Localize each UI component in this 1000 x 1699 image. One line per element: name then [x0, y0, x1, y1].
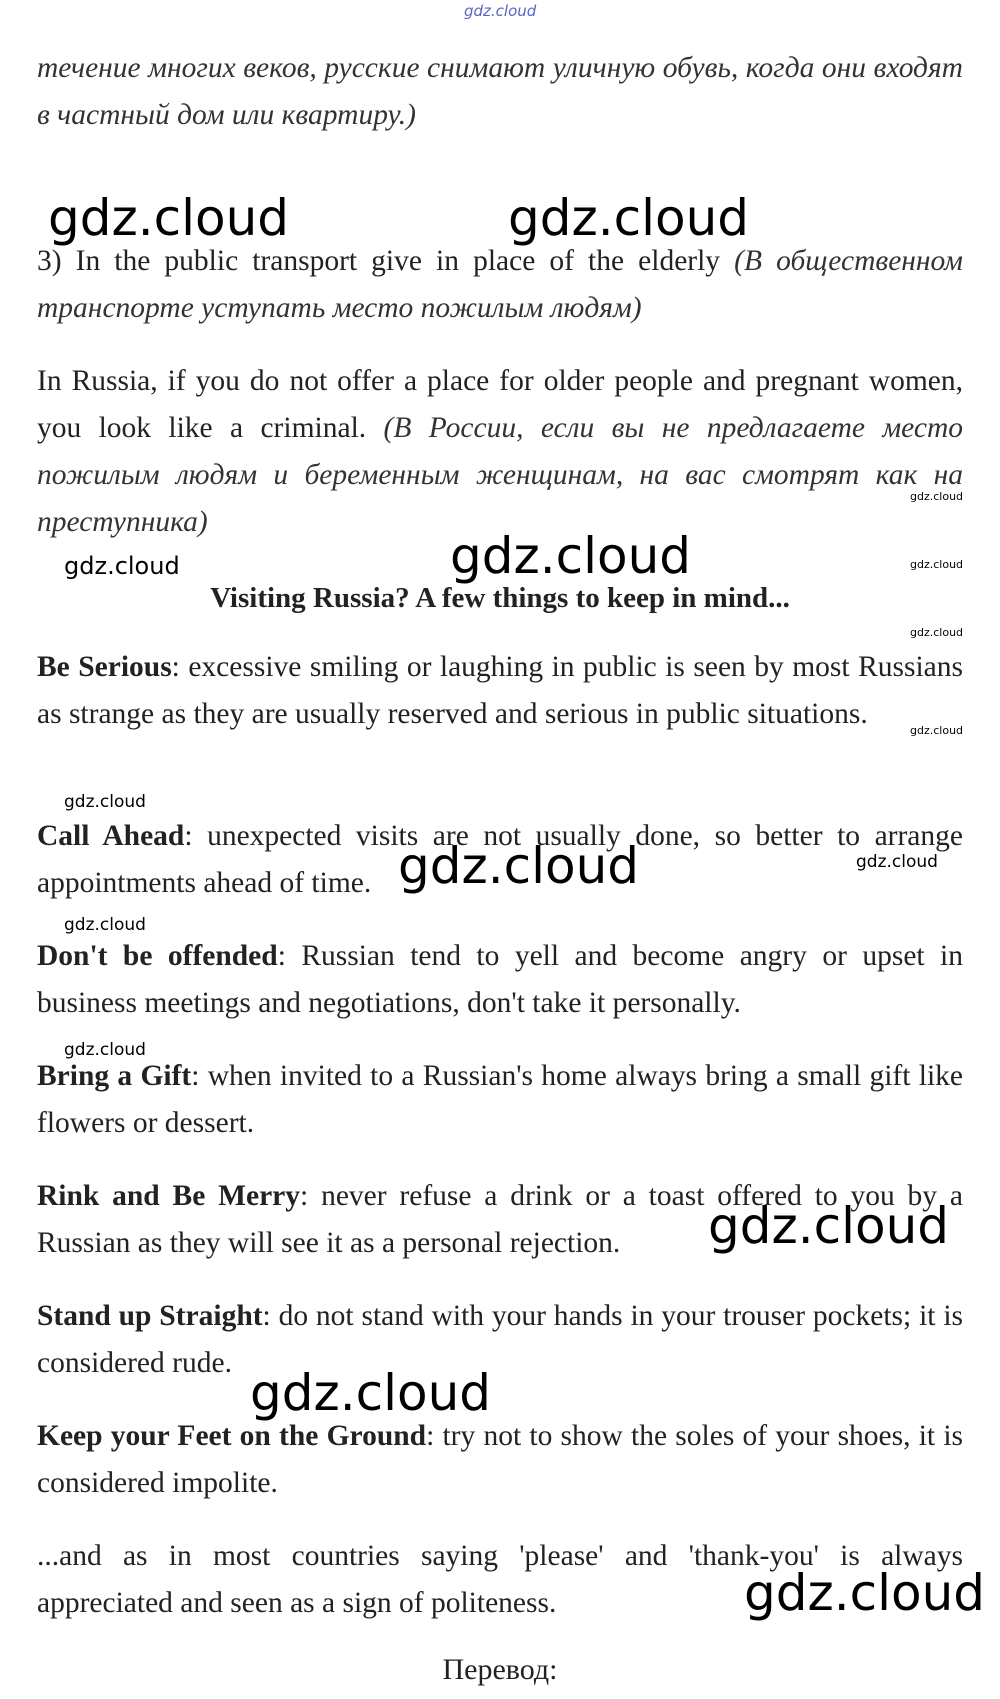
tip-text: : try not to show the soles of your shoes, it is considered impolite.: [37, 1420, 964, 1499]
watermark-text: gdz.cloud: [910, 558, 964, 571]
watermark-text: gdz.cloud: [744, 1564, 986, 1622]
tip-title: Don't be offended: [37, 940, 278, 972]
tip-paragraph: [37, 644, 963, 738]
tip-title: Be Serious: [37, 651, 172, 683]
tip-title: Keep your Feet on the Ground: [37, 1420, 427, 1452]
tip-title: Stand up Straight: [37, 1300, 263, 1332]
watermark-text: gdz.cloud: [64, 915, 146, 935]
tip-title: Rink and Be Merry: [37, 1180, 301, 1212]
tip-text: : excessive smiling or laughing in public is seen by most Russians as strange as they are usually reserved and serious in public situations.: [37, 651, 963, 730]
tip-title: Call Ahead: [37, 820, 185, 852]
watermark-text: gdz.cloud: [64, 792, 146, 812]
intro-text: течение многих веков, русские снимают уличную обувь, когда они входят в частный дом или квартиру.): [37, 52, 963, 131]
closing-paragraph: ...and as in most countries saying 'please' and 'thank-you' is always appreciated and seen as a sign of politeness.: [37, 1540, 963, 1619]
tip-paragraph: [37, 1053, 963, 1147]
watermark-text: gdz.cloud: [250, 1364, 492, 1422]
watermark-text: gdz.cloud: [64, 552, 180, 580]
tip-text: : Russian tend to yell and become angry or upset in business meetings and negotiations, don't take it personally.: [37, 940, 963, 1019]
watermark-text: gdz.cloud: [856, 852, 938, 872]
watermark-text: gdz.cloud: [464, 2, 537, 20]
section-heading: Visiting Russia? A few things to keep in mind...: [210, 582, 790, 614]
tip-paragraph: [37, 933, 963, 1027]
tip-paragraph: [37, 1413, 963, 1507]
watermark-text: gdz.cloud: [708, 1197, 950, 1255]
tip-text: : when invited to a Russian's home always bring a small gift like flowers or dessert.: [37, 1060, 963, 1139]
tip-text: : unexpected visits are not usually done, so better to arrange appointments ahead of time.: [37, 820, 963, 899]
watermark-text: gdz.cloud: [64, 1040, 146, 1060]
tip-text: : do not stand with your hands in your trouser pockets; it is considered rude.: [37, 1300, 963, 1379]
watermark-text: gdz.cloud: [48, 189, 290, 247]
watermark-text: gdz.cloud: [450, 527, 692, 585]
watermark-text: gdz.cloud: [398, 837, 640, 895]
intro-paragraph: [37, 45, 963, 139]
item-3-russian: (В общественном транспорте уступать место пожилым людям): [37, 245, 964, 324]
tip-text: : never refuse a drink or a toast offered to you by a Russian as they will see it as a personal rejection.: [37, 1180, 963, 1259]
russia-english: In Russia, if you do not offer a place for older people and pregnant women, you look like a criminal.: [37, 365, 963, 444]
watermark-text: gdz.cloud: [508, 189, 750, 247]
tip-title: Bring a Gift: [37, 1060, 192, 1092]
translation-label: Перевод:: [442, 1653, 558, 1686]
watermark-text: gdz.cloud: [910, 490, 964, 503]
watermark-text: gdz.cloud: [910, 724, 964, 737]
russia-paragraph: [37, 358, 963, 546]
item-3-paragraph: [37, 238, 963, 332]
russia-russian: (В России, если вы не предлагаете место пожилым людям и беременным женщинам, на вас смотрят как на преступника): [37, 412, 964, 538]
watermark-text: gdz.cloud: [910, 626, 964, 639]
tip-paragraph: [37, 1293, 963, 1387]
item-3-english: 3) In the public transport give in place of the elderly: [37, 245, 721, 277]
